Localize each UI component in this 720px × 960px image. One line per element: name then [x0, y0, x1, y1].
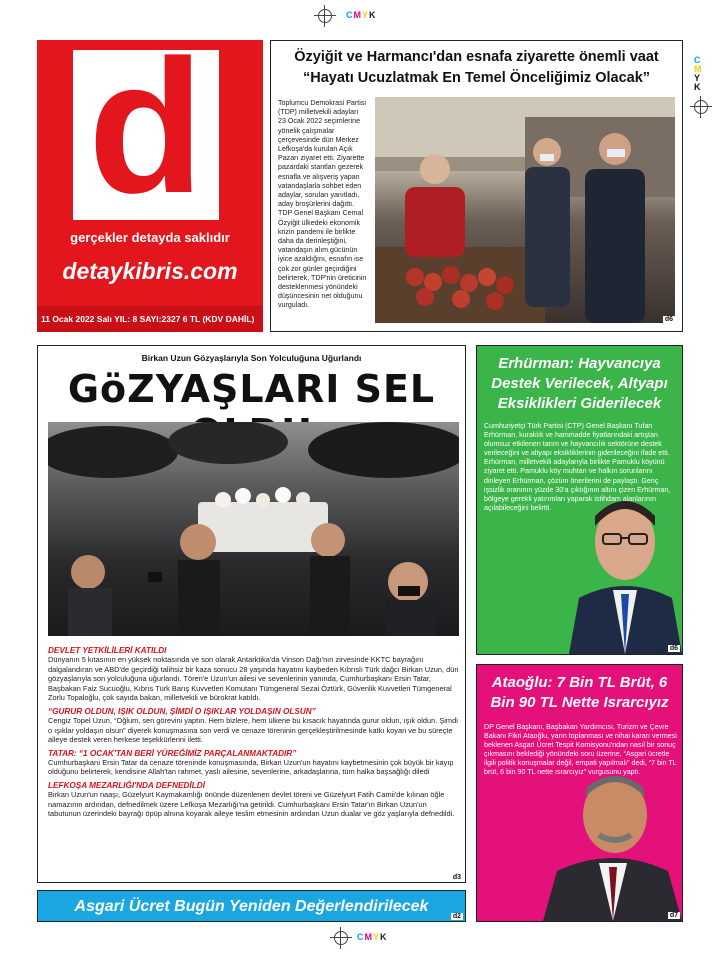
registration-crosshair-right	[690, 96, 712, 118]
banner-page-tag: d2	[452, 913, 461, 920]
issue-line: 11 Ocak 2022 Salı YIL: 8 SAYI:2327 6 TL (KDV DAHİL)	[37, 306, 263, 332]
erhurman-title: Erhürman: Hayvancıya Destek Verilecek, Altyapı Eksiklikleri Giderilecek	[491, 355, 668, 412]
main-paragraph-3: Cumhurbaşkanı Ersin Tatar da cenaze töreninde konuşmasında, Birkan Uzun'un hayatını kaybetmesinin çok büyük bir kayıp olduğunu belirterek, kendisine Allah'tan rahmet, yaslı ailesine, sevenlerine, arkadaşlarına, tüm halka başsağlığı diledi	[48, 757, 454, 777]
main-paragraph-4: Birkan Uzun'un naaşı, Güzelyurt Kaymakamlığı önünde düzenlenen devlet töreni ve Güzelyurt Fatih Camii'de kılınan öğle namazının ardından, defnedilmek üzere Lefkoşa Mezarlığı'na getirildi. Cumhurbaşkanı Ersin Tatar'ın Birkan Uzun'un tabutunun üzerindeki bayrağı öpüp alnına koyarak aileye teslim etmesinin ardından Uzun dualar ve göz yaşlarıyla defnedildi.	[48, 789, 455, 819]
ataoglu-title: Ataoğlu: 7 Bin TL Brüt, 6 Bin 90 TL Nette Israrcıyız	[490, 674, 669, 711]
main-subhead-1: DEVLET YETKİLİLERİ KATILDI	[48, 646, 167, 655]
main-paragraph-2: Cengiz Topel Uzun, “Oğlum, sen görevini yaptın. Hem bizlere, hem ülkene bu kısacık hayatında gurur oldun, ışık oldun. Şimdi o ışıklar yoldaşın olsun” diyerek konuşmasına son verdi ve cenaze töreninin gerçekleştirilmesinde katkı koyan ve bu süreçte aileye destek veren herkese teşekkürlerini iletti.	[48, 715, 458, 745]
masthead	[37, 21, 263, 332]
top-story-title-line1: Özyiğit ve Harmancı'dan esnafa ziyarette önemli vaat	[294, 49, 659, 65]
bottom-banner[interactable]	[37, 890, 466, 922]
site-url[interactable]: detaykibris.com	[62, 258, 238, 284]
erhurman-box[interactable]	[476, 345, 683, 655]
main-story-text	[48, 642, 459, 819]
erhurman-body: Cumhuriyetçi Türk Partisi (CTP) Genel Başkanı Tufan Erhürman, kuraklık ve hammadde fiyatlarındaki artıştan olumsuz etkilenen tarım ve hayvancılık sektörüne destek verileceğini ve altyapı eksikliklerinin giderileceğini ifade etti. Erhürman, milletvekili adaylarıyla birlikte Pamuklu köyünü ziyaret etti. Pamuklu köy muhtarı ve halkın sorunlarını dinleyen Erhürman, çözüm önerilerini de paylaştı. Genç işsizlik oranının yüzde 30'a çıktığının altını çizen Erhürman, bölgeye gerekli yatırımları yaparak istihdam alanlarının açılabileceğini belirtti.	[484, 422, 671, 512]
top-story[interactable]	[270, 40, 683, 332]
logo	[73, 21, 219, 233]
funeral-photo	[48, 422, 459, 636]
main-subhead-4: LEFKOŞA MEZARLIĞI'NDA DEFNEDİLDİ	[48, 780, 205, 790]
top-story-page-tag: d6	[664, 316, 673, 323]
main-story-kicker: Birkan Uzun Gözyaşlarıyla Son Yolculuğuna Uğurlandı	[141, 353, 362, 363]
erhurman-page-tag: d6	[669, 645, 678, 652]
main-story[interactable]	[37, 345, 466, 883]
ataoglu-page-tag: d7	[669, 912, 678, 919]
registration-crosshair-top	[314, 5, 336, 27]
top-story-title-line2: “Hayatı Ucuzlatmak En Temel Önceliğimiz Olacak”	[302, 70, 651, 86]
slogan: gerçekler detayda saklıdır	[70, 230, 230, 245]
ataoglu-portrait	[543, 753, 682, 921]
main-story-headline: GöZYAŞLARI SEL	[67, 367, 436, 411]
main-story-page-tag: d3	[452, 874, 461, 881]
logo-letter: d	[87, 21, 205, 233]
cmyk-label-bottom: CMYK	[357, 932, 388, 942]
cmyk-label-top: CMYK	[346, 10, 377, 20]
main-subhead-2: “GURUR OLDUN, IŞIK OLDUN, ŞİMDİ O IŞIKLAR YOLDAŞIN OLSUN”	[48, 706, 316, 716]
main-paragraph-1: Dünyanın 5 kıtasının en yüksek noktasında ve son olarak Antarktika'da Vinson Dağı'nın zirvesinde KKTC bayrağını dalgalandıran ve ABD'de geçirdiği talihsiz bir kaza sonucu 28 yaşında hayatını kaybeden Kıbrıslı Türk dağcı Birkan Uzun, dün gözyaşlarıyla son yolculuğuna uğurlandı. Tören'e Uzun'un ailesi ve sevenlerinin yanında, Cumhurbaşkanı Ersin Tatar, Başbakan Faiz Sucuoğlu, Kıbrıs Türk Barış Kuvvetleri Komutanı Tümgeneral Sezai Öztürk, Güvenlik Kuvvetleri Tümgeneral Zorlu Topaloğlu, çok sayıda bakan, milletvekili ve bürokrat katıldı.	[48, 655, 459, 703]
cmyk-label-right: C M Y K	[694, 55, 703, 92]
banner-text: Asgari Ücret Bugün Yeniden Değerlendirilecek	[74, 898, 429, 915]
ataoglu-body: DP Genel Başkanı, Başbakan Yardımcısı, Turizm ve Çevre Bakanı Fikri Ataoğlu, yarın toplanması ve nihai kararı vermesi beklenen Asgari Ücret Tespit Komisyonu'ndan nasıl bir sonuç çıkmasını beklediği yönündeki soru üzerine, “Asgari ücretle ilgili politik konuşmalar değil, empati yapılmalı” dedi, “7 bin TL brüt, 6 bin 90 TL nette ısrarcıyız” vurgusunu yaptı.	[484, 723, 677, 777]
top-story-body: Toplumcu Demokrasi Partisi (TDP) milletvekili adayları 23 Ocak 2022 seçimlerine yönelik çalışmalar çerçevesinde dün Merkez Lefkoşa'da kurulan Açık Pazarı ziyaret etti. Ziyarette pazardaki stantları gezerek esnafla ve alışveriş yapan vatandaşlarla sohbet eden adaylar, soruları yanıtladı, aday broşürlerini dağıttı. TDP Genel Başkanı Cemal Özyiğit ülkedeki ekonomik krizin pandemi ile birlikte daha da derinleştiğini, vatandaşın alım gücünün iyice azaldığını, esnafın ise çok zor günler geçirdiğini belirterek, TDP'nin üreticinin desteklenmesi yönündeki düşüncesinin net olduğunu vurguladı.	[278, 99, 367, 310]
registration-crosshair-bottom	[330, 927, 352, 949]
market-visit-photo	[375, 97, 675, 323]
ataoglu-box[interactable]	[476, 664, 683, 922]
main-subhead-3: TATAR: “1 OCAK'TAN BERİ YÜREĞİMİZ PARÇALANMAKTADIR”	[48, 748, 297, 758]
